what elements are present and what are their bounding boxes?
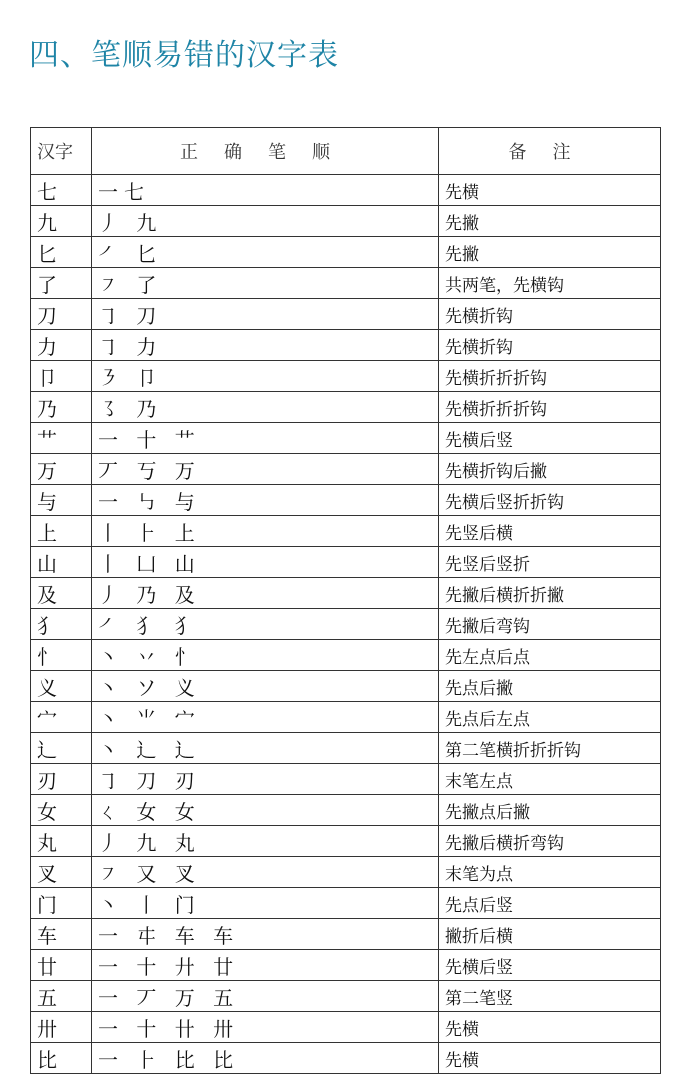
table-row (31, 1043, 661, 1074)
hanzi-cell: 力 (31, 330, 92, 361)
note-cell: 先撇 (439, 206, 661, 237)
hanzi-cell: 及 (31, 578, 92, 609)
note-cell: 先点后左点 (439, 702, 661, 733)
hanzi-cell: 比 (31, 1043, 92, 1074)
table-row (31, 423, 661, 454)
table-row (31, 826, 661, 857)
note-cell: 先撇后横折折撇 (439, 578, 661, 609)
stroke-order-cell: 丶 丨 门 (92, 888, 439, 919)
note-cell: 先撇后横折弯钩 (439, 826, 661, 857)
table-row (31, 485, 661, 516)
hanzi-cell: 义 (31, 671, 92, 702)
stroke-order-cell: 丶 ⺌ 宀 (92, 702, 439, 733)
table-row (31, 237, 661, 268)
note-cell: 撇折后横 (439, 919, 661, 950)
stroke-order-cell: 一七 (92, 175, 439, 206)
table-row (31, 640, 661, 671)
stroke-order-cell: 丶 ソ 义 (92, 671, 439, 702)
table-row (31, 299, 661, 330)
hanzi-cell: 九 (31, 206, 92, 237)
hanzi-cell: 上 (31, 516, 92, 547)
stroke-order-cell: ㇇ 了 (92, 268, 439, 299)
stroke-order-cell: 一 丆 万 五 (92, 981, 439, 1012)
table-row (31, 671, 661, 702)
note-cell: 先横折折折钩 (439, 392, 661, 423)
stroke-order-cell: 一 十 艹 (92, 423, 439, 454)
stroke-order-cell: 一 十 廾 廿 (92, 950, 439, 981)
table-row (31, 888, 661, 919)
stroke-order-cell: ㇒ 犭 犭 (92, 609, 439, 640)
note-cell: 先撇点后撇 (439, 795, 661, 826)
hanzi-cell: 车 (31, 919, 92, 950)
table-row (31, 206, 661, 237)
hanzi-cell: 匕 (31, 237, 92, 268)
table-row (31, 950, 661, 981)
note-cell: 先横 (439, 1012, 661, 1043)
hanzi-cell: 五 (31, 981, 92, 1012)
hanzi-cell: 女 (31, 795, 92, 826)
table-row (31, 578, 661, 609)
stroke-order-cell: 一 ㇉ 与 (92, 485, 439, 516)
table-row (31, 1012, 661, 1043)
hanzi-cell: 艹 (31, 423, 92, 454)
table-row (31, 795, 661, 826)
hanzi-cell: 乃 (31, 392, 92, 423)
hanzi-cell: 犭 (31, 609, 92, 640)
note-cell: 先点后竖 (439, 888, 661, 919)
hanzi-cell: 卅 (31, 1012, 92, 1043)
hanzi-cell: 门 (31, 888, 92, 919)
stroke-order-cell: 一 ⺊ 比 比 (92, 1043, 439, 1074)
table-row (31, 392, 661, 423)
stroke-order-cell: 丆 丂 万 (92, 454, 439, 485)
note-cell: 先横折折折钩 (439, 361, 661, 392)
stroke-order-cell: ㇒ 匕 (92, 237, 439, 268)
hanzi-cell: 刀 (31, 299, 92, 330)
stroke-order-table (30, 127, 661, 1074)
table-row (31, 330, 661, 361)
hanzi-cell: 了 (31, 268, 92, 299)
note-cell: 先横折钩后撇 (439, 454, 661, 485)
note-cell: 先横 (439, 1043, 661, 1074)
note-cell: 先点后撇 (439, 671, 661, 702)
table-row (31, 516, 661, 547)
table-row (31, 764, 661, 795)
note-cell: 先横 (439, 175, 661, 206)
note-cell: 先竖后竖折 (439, 547, 661, 578)
hanzi-cell: 刃 (31, 764, 92, 795)
stroke-order-cell: ㇋ 卩 (92, 361, 439, 392)
stroke-order-cell: ㇆ 力 (92, 330, 439, 361)
table-row (31, 268, 661, 299)
table-row (31, 919, 661, 950)
table-row (31, 702, 661, 733)
table-row (31, 857, 661, 888)
hanzi-cell: 七 (31, 175, 92, 206)
stroke-order-cell: ㇇ 又 叉 (92, 857, 439, 888)
note-cell: 先竖后横 (439, 516, 661, 547)
hanzi-cell: 廿 (31, 950, 92, 981)
stroke-order-cell: 丿 乃 及 (92, 578, 439, 609)
note-cell: 第二笔横折折折钩 (439, 733, 661, 764)
hanzi-cell: 忄 (31, 640, 92, 671)
stroke-order-cell: 丶 辶 辶 (92, 733, 439, 764)
note-cell: 先横折钩 (439, 330, 661, 361)
header-hanzi: 汉字 (31, 128, 92, 175)
hanzi-cell: 辶 (31, 733, 92, 764)
header-notes: 备注 (439, 128, 661, 175)
stroke-order-cell: ㇆ 刀 (92, 299, 439, 330)
hanzi-cell: 叉 (31, 857, 92, 888)
table-row (31, 609, 661, 640)
stroke-order-cell: ㇌ 乃 (92, 392, 439, 423)
table-row (31, 175, 661, 206)
stroke-order-cell: 丨 凵 山 (92, 547, 439, 578)
table-row (31, 981, 661, 1012)
note-cell: 先横折钩 (439, 299, 661, 330)
page-title: 四、笔顺易错的汉字表 (29, 38, 339, 73)
header-stroke-order: 正确笔顺 (92, 128, 439, 175)
note-cell: 第二笔竖 (439, 981, 661, 1012)
stroke-order-cell: 丨 ⺊ 上 (92, 516, 439, 547)
note-cell: 先撇 (439, 237, 661, 268)
table-row (31, 547, 661, 578)
hanzi-cell: 丸 (31, 826, 92, 857)
note-cell: 先横后竖 (439, 423, 661, 454)
table-row (31, 733, 661, 764)
table-header (31, 128, 661, 175)
stroke-order-cell: ㇆ 刀 刃 (92, 764, 439, 795)
stroke-order-cell: 丿 九 丸 (92, 826, 439, 857)
stroke-order-cell: 丿 九 (92, 206, 439, 237)
stroke-order-cell: 丶 丷 忄 (92, 640, 439, 671)
hanzi-cell: 山 (31, 547, 92, 578)
note-cell: 共两笔，先横钩 (439, 268, 661, 299)
note-cell: 末笔为点 (439, 857, 661, 888)
stroke-order-cell: 一 㐄 车 车 (92, 919, 439, 950)
note-cell: 先横后竖折折钩 (439, 485, 661, 516)
hanzi-cell: 万 (31, 454, 92, 485)
note-cell: 末笔左点 (439, 764, 661, 795)
table-row (31, 361, 661, 392)
hanzi-cell: 卩 (31, 361, 92, 392)
note-cell: 先左点后点 (439, 640, 661, 671)
hanzi-cell: 宀 (31, 702, 92, 733)
note-cell: 先横后竖 (439, 950, 661, 981)
hanzi-cell: 与 (31, 485, 92, 516)
table-row (31, 454, 661, 485)
note-cell: 先撇后弯钩 (439, 609, 661, 640)
stroke-order-cell: 一 十 卄 卅 (92, 1012, 439, 1043)
stroke-order-cell: ㄑ 女 女 (92, 795, 439, 826)
